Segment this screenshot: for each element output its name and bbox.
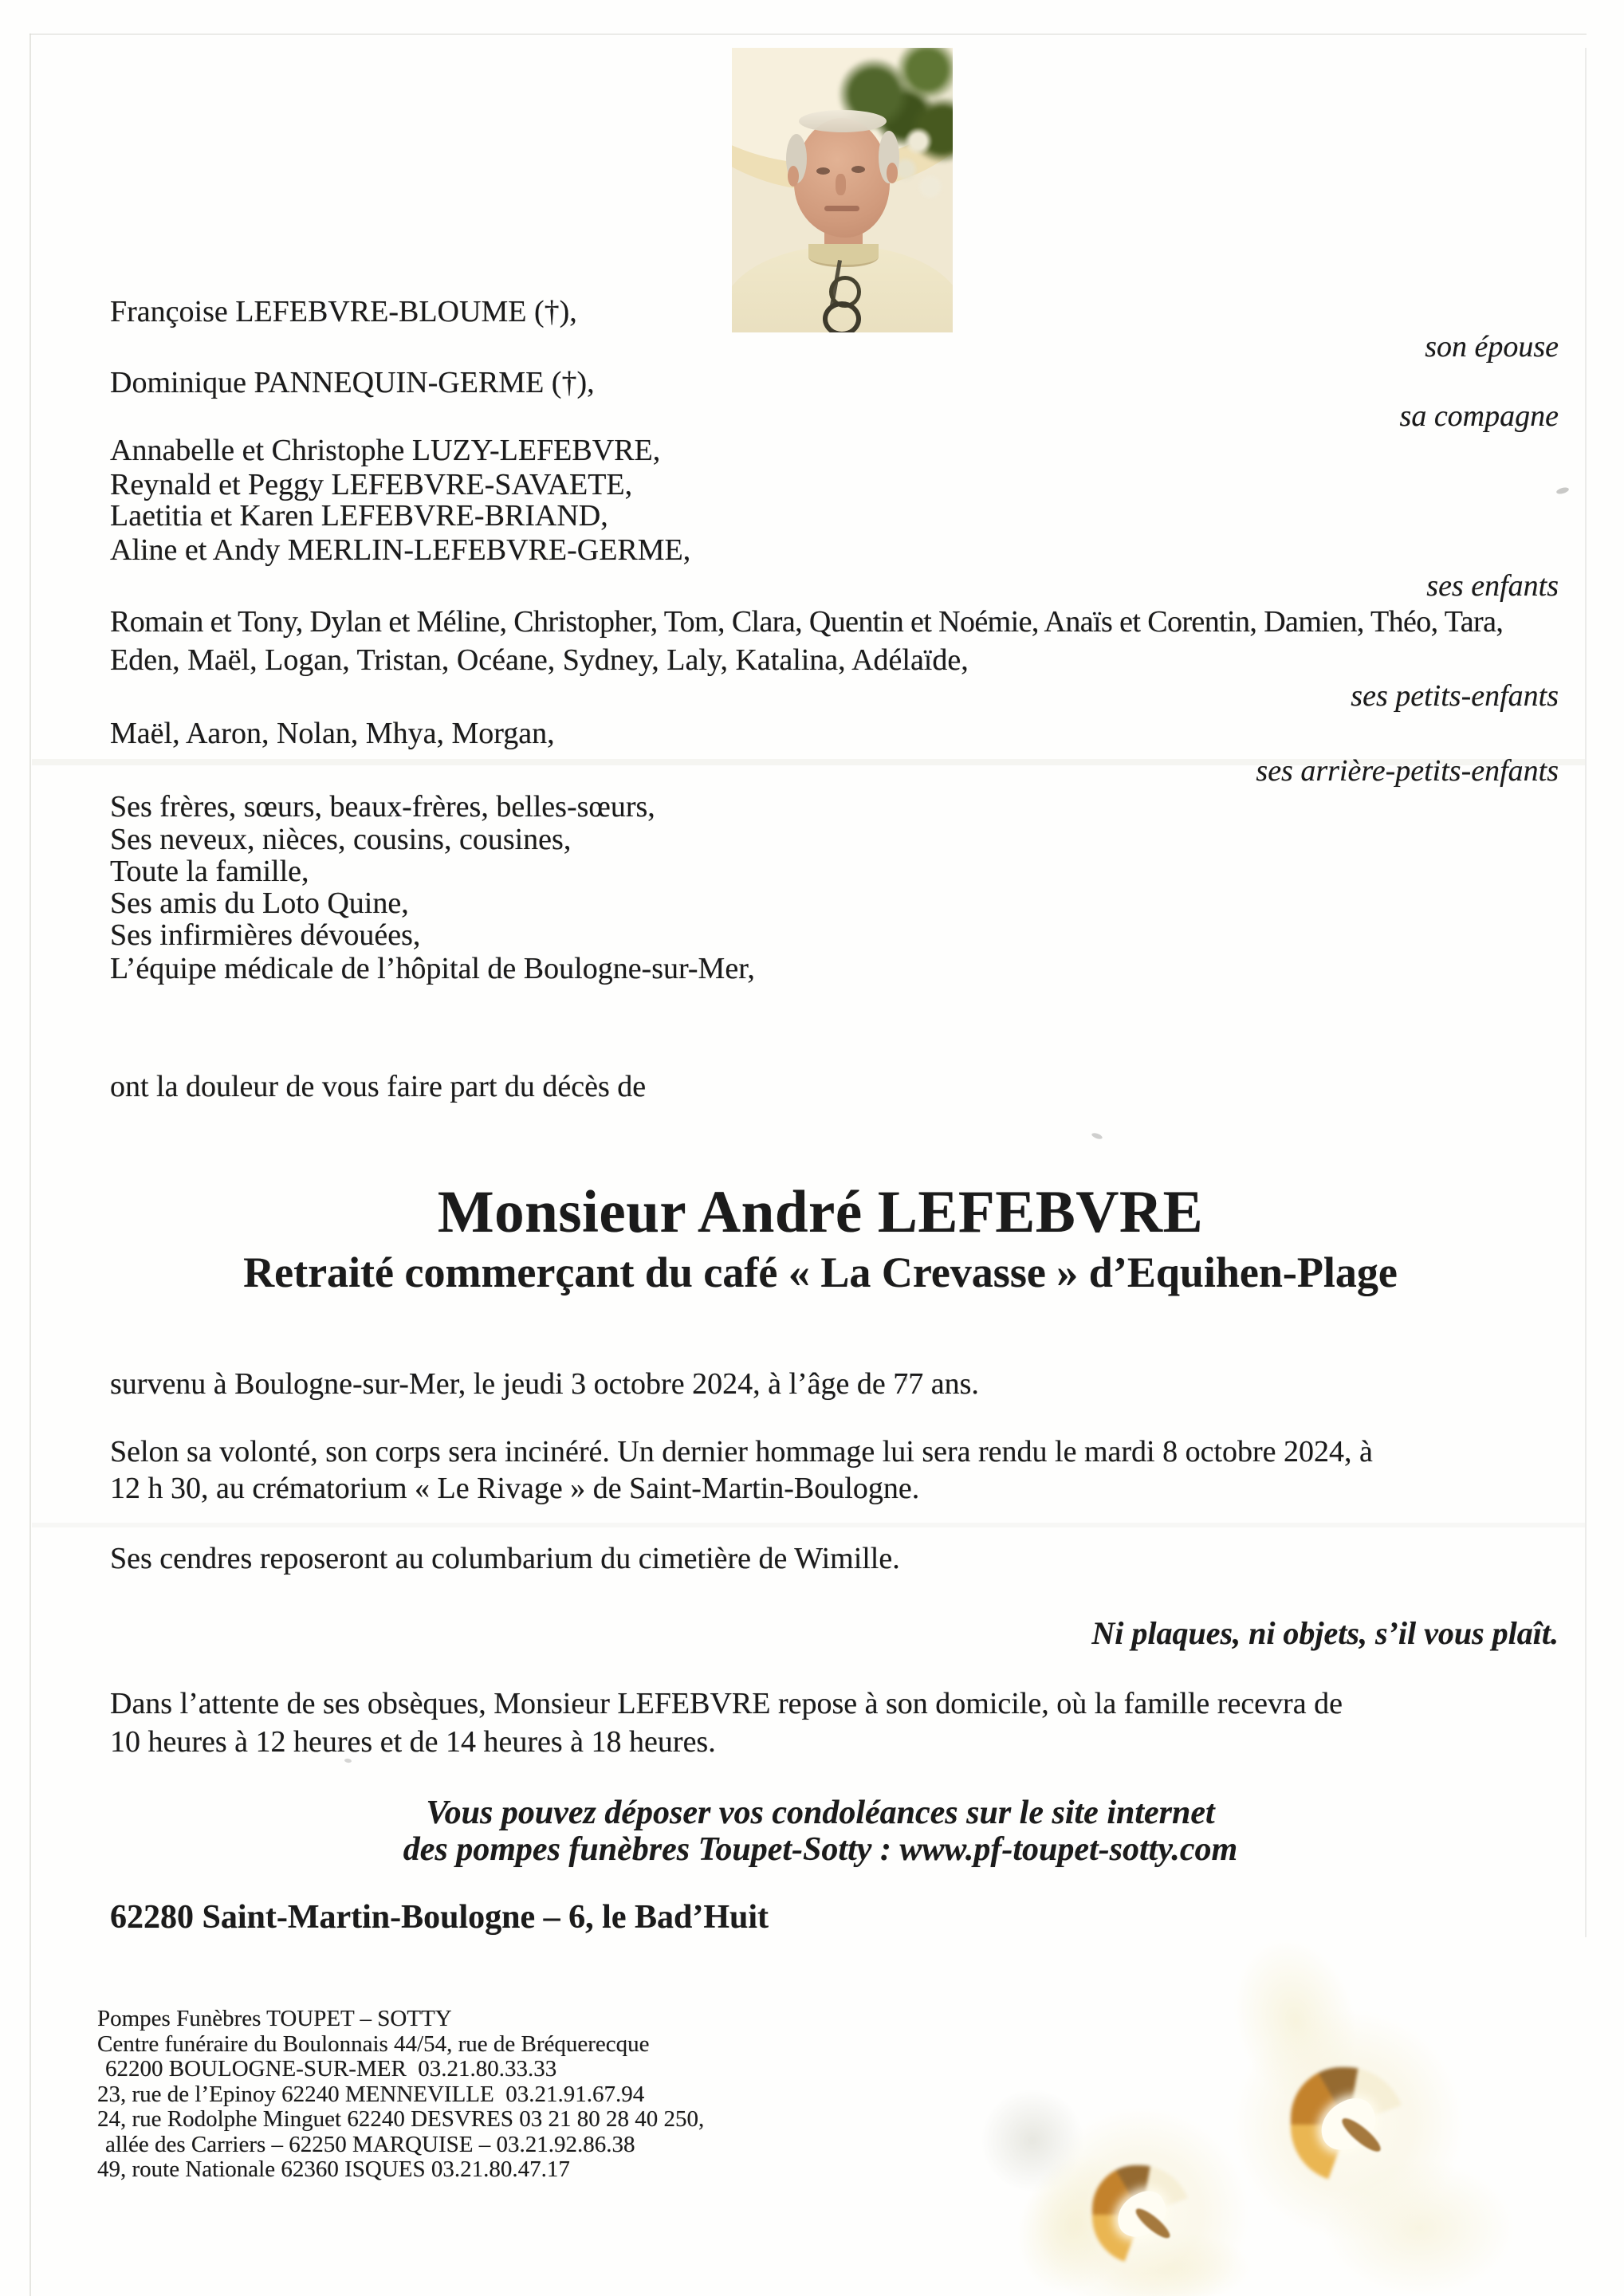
deceased-subtitle: Retraité commerçant du café « La Crevasse » d’Equihen-Plage bbox=[243, 1248, 1398, 1296]
photo-ear bbox=[788, 166, 799, 187]
scan-border-right bbox=[1585, 48, 1587, 1937]
repose-line: 10 heures à 12 heures et de 14 heures à 18 heures. bbox=[110, 1725, 716, 1759]
death-details-line: survenu à Boulogne-sur-Mer, le jeudi 3 octobre 2024, à l’âge de 77 ans. bbox=[110, 1367, 979, 1401]
photo-collar bbox=[808, 244, 879, 267]
repose-line: Dans l’attente de ses obsèques, Monsieur LEFEBVRE repose à son domicile, où la famille recevra de bbox=[110, 1687, 1343, 1720]
deceased-photo bbox=[732, 48, 953, 332]
great-grandchildren-names-line: Maël, Aaron, Nolan, Mhya, Morgan, bbox=[110, 717, 555, 750]
scan-band bbox=[32, 1523, 1585, 1527]
funeral-home-name: Pompes Funèbres TOUPET – SOTTY bbox=[97, 2006, 452, 2031]
cremation-line: 12 h 30, au crématorium « Le Rivage » de Saint-Martin-Boulogne. bbox=[110, 1472, 920, 1505]
funeral-home-address: 24, rue Rodolphe Minguet 62240 DESVRES 03 21 80 28 40 250, bbox=[97, 2106, 705, 2132]
relation-children-label: ses enfants bbox=[1426, 569, 1559, 603]
relation-grandchildren-label: ses petits-enfants bbox=[1351, 679, 1559, 713]
condolences-website-line: des pompes funèbres Toupet-Sotty : www.pf-toupet-sotty.com bbox=[403, 1831, 1238, 1868]
relation-spouse-label: son épouse bbox=[1425, 330, 1559, 364]
child-name-line: Aline et Andy MERLIN-LEFEBVRE-GERME, bbox=[110, 533, 691, 567]
scan-border-top bbox=[29, 33, 1587, 35]
family-line: Ses neveux, nièces, cousins, cousines, bbox=[110, 823, 572, 856]
scan-speck bbox=[1091, 1132, 1103, 1140]
funeral-home-block bbox=[97, 2007, 704, 2183]
condolences-website-line: Vous pouvez déposer vos condoléances sur le site internet bbox=[426, 1795, 1215, 1831]
photo-ear bbox=[887, 163, 898, 183]
grandchildren-names-line: Romain et Tony, Dylan et Méline, Christopher, Tom, Clara, Quentin et Noémie, Anaïs et Corentin, Damien, Théo, Tara, bbox=[110, 605, 1504, 639]
photo-eye bbox=[816, 167, 830, 175]
partner-name-line: Dominique PANNEQUIN-GERME (†), bbox=[110, 366, 595, 399]
family-line: Ses frères, sœurs, beaux-frères, belles-sœurs, bbox=[110, 790, 655, 824]
photo-hair bbox=[799, 110, 887, 132]
funeral-home-address: 49, route Nationale 62360 ISQUES 03.21.80.47.17 bbox=[97, 2156, 570, 2182]
address-line: 62280 Saint-Martin-Boulogne – 6, le Bad’Huit bbox=[110, 1899, 769, 1936]
scan-speck bbox=[344, 1758, 352, 1763]
funeral-home-address: 23, rue de l’Epinoy 62240 MENNEVILLE 03.21.91.67.94 bbox=[97, 2081, 645, 2107]
photo-nose bbox=[836, 174, 846, 195]
photo-eye bbox=[851, 166, 865, 173]
no-flowers-request-line: Ni plaques, ni objets, s’il vous plaît. bbox=[1091, 1615, 1559, 1651]
photo-glasses bbox=[823, 301, 861, 332]
funeral-home-address: allée des Carriers – 62250 MARQUISE – 03.21.92.86.38 bbox=[105, 2131, 635, 2157]
ashes-line: Ses cendres reposeront au columbarium du cimetière de Wimille. bbox=[110, 1542, 900, 1575]
child-name-line: Laetitia et Karen LEFEBVRE-BRIAND, bbox=[110, 499, 608, 533]
cremation-line: Selon sa volonté, son corps sera incinéré. Un dernier hommage lui sera rendu le mardi 8 octobre 2024, à bbox=[110, 1435, 1373, 1468]
family-line: L’équipe médicale de l’hôpital de Boulogne-sur-Mer, bbox=[110, 952, 755, 985]
family-line: Ses infirmières dévouées, bbox=[110, 918, 421, 952]
orchid-bloom bbox=[1276, 2053, 1420, 2196]
scan-speck bbox=[1555, 486, 1569, 495]
relation-great-grandchildren-label: ses arrière-petits-enfants bbox=[1256, 754, 1559, 788]
child-name-line: Annabelle et Christophe LUZY-LEFEBVRE, bbox=[110, 434, 661, 467]
grandchildren-names-line: Eden, Maël, Logan, Tristan, Océane, Sydney, Laly, Katalina, Adélaïde, bbox=[110, 643, 969, 677]
photo-mouth bbox=[824, 206, 859, 211]
scan-border-left bbox=[29, 33, 31, 2296]
orchid-bloom bbox=[1078, 2151, 1205, 2278]
announcement-intro-line: ont la douleur de vous faire part du décès de bbox=[110, 1070, 647, 1103]
funeral-home-address: Centre funéraire du Boulonnais 44/54, rue de Bréquerecque bbox=[97, 2031, 650, 2057]
family-line: Toute la famille, bbox=[110, 855, 309, 888]
funeral-home-address: 62200 BOULOGNE-SUR-MER 03.21.80.33.33 bbox=[105, 2056, 557, 2082]
relation-partner-label: sa compagne bbox=[1399, 399, 1559, 433]
spouse-name-line: Françoise LEFEBVRE-BLOUME (†), bbox=[110, 295, 577, 328]
family-line: Ses amis du Loto Quine, bbox=[110, 887, 409, 920]
child-name-line: Reynald et Peggy LEFEBVRE-SAVAETE, bbox=[110, 468, 633, 501]
orchid-decoration bbox=[981, 1897, 1624, 2296]
deceased-name-title: Monsieur André LEFEBVRE bbox=[437, 1179, 1204, 1245]
